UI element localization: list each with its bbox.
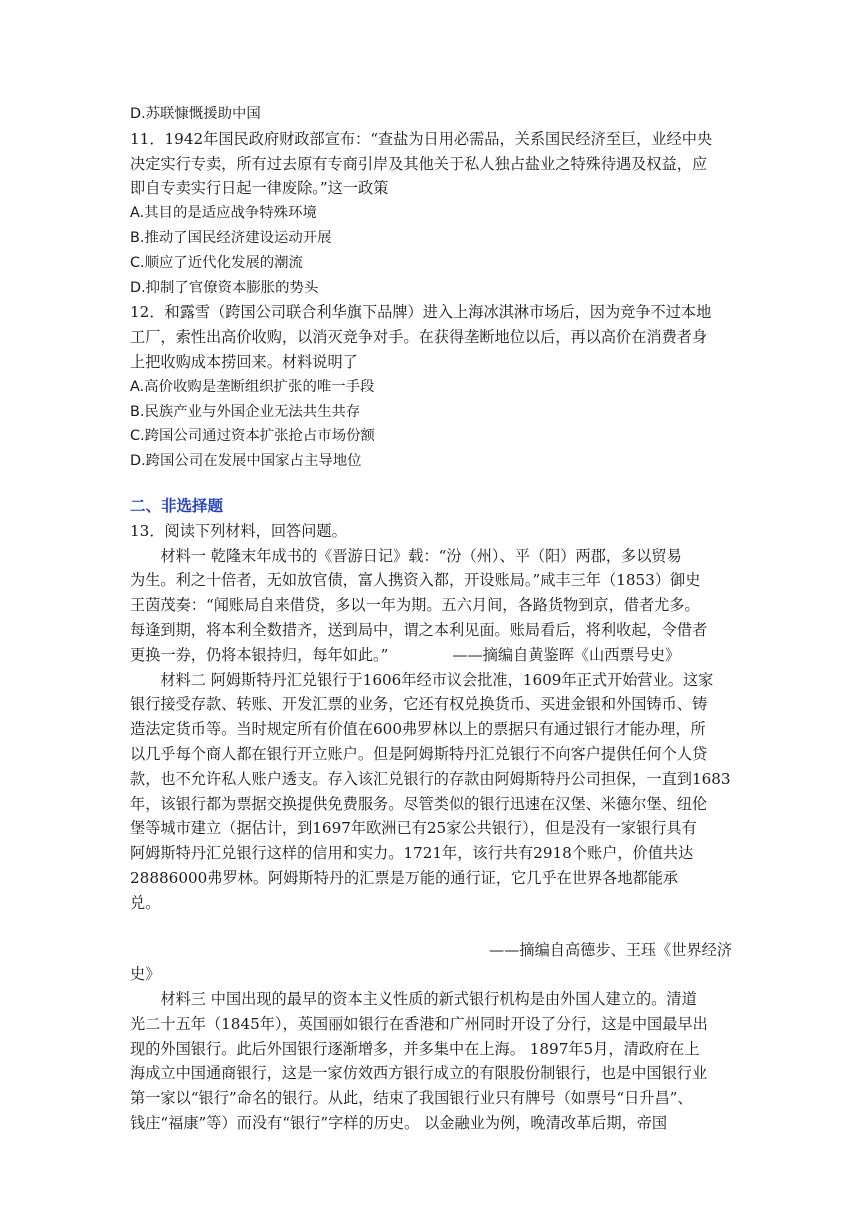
section-heading: 二、非选择题 [130, 496, 224, 515]
q13-material-2-source-cont: 史》 [130, 965, 161, 984]
q13-material-1-source: ——摘编自黄鉴晖《山西票号史》 [452, 645, 681, 664]
q12-option-d: D.跨国公司在发展中国家占主导地位 [130, 453, 362, 470]
document-page [130, 102, 732, 1136]
question-13 [130, 519, 732, 1136]
q13-material-2-source: ——摘编自高德步、王珏《世界经济 [489, 940, 732, 959]
q11-option-c: C.顺应了近代化发展的潮流 [130, 254, 303, 271]
question-12 [130, 300, 732, 474]
q13-material-1: 材料一 乾隆末年成书的《晋游日记》载：“汾（州）、平（阳）两郡，多以贸易 为生。利之十倍者，无如放官债，富人携资入都，开设账局。”咸丰三年（1853）御史 王茵茂奏：“闻账局自来借贷，多以一年为期。五六月间，各路货物到京，借者尤多。 每逢到期，将本利全数措齐，送到局中，谓之本利见面。账局看后，将利收起，令借者 更换一券，仍将本银持归，每年如此。” ——摘编自黄鉴晖《山西票号史》 [130, 546, 708, 664]
q13-stem: 13．阅读下列材料，回答问题。 [130, 521, 347, 540]
question-11 [130, 127, 732, 301]
q12-option-c: C.跨国公司通过资本扩张抢占市场份额 [130, 428, 375, 445]
q11-stem: 11．1942年国民政府财政部宣布：“查盐为日用必需品，关系国民经济至巨，业经中央 决定实行专卖，所有过去原有专商引岸及其他关于私人独占盐业之特殊待遇及权益，应 即自专卖实行日起一律废除。”这一政策 [130, 129, 713, 198]
q12-option-a: A.高价收购是垄断组织扩张的唯一手段 [130, 378, 375, 395]
q12-stem: 12．和露雪（跨国公司联合利华旗下品牌）进入上海冰淇淋市场后，因为竞争不过本地 工厂，索性出高价收购，以消灭竞争对手。在获得垄断地位以后，再以高价在消费者身 上把收购成本捞回来。材料说明了 [130, 303, 712, 371]
q12-option-b: B.民族产业与外国企业无法共生共存 [130, 403, 361, 420]
q10-option-d: D.苏联慷慨援助中国 [130, 106, 261, 122]
q11-option-d: D.抑制了官僚资本膨胀的势头 [130, 279, 319, 296]
q11-option-b: B.推动了国民经济建设运动开展 [130, 229, 332, 246]
q13-material-3: 材料三 中国出现的最早的资本主义性质的新式银行机构是由外国人建立的。清道 光二十五年（1845年），英国丽如银行在香港和广州同时开设了分行，这是中国最早出 现的外国银行。此后外国银行逐渐增多，并多集中在上海。 1897年5月，清政府在上 海成立中国通商银行，这是一家仿效西方银行成立的有限股份制银行，也是中国银行业 第一家以“银行”命名的银行。从此，结束了我国银行业只有牌号（如票号“日升昌”、 钱庄“福康”等）而没有“银行”字样的历史。 以金融业为例，晚清改革后期，帝国 [130, 990, 708, 1133]
q11-option-a: A.其目的是适应战争特殊环境 [130, 205, 317, 222]
q13-material-2: 材料二 阿姆斯特丹汇兑银行于1606年经市议会批准，1609年正式开始营业。这家 银行接受存款、转账、开发汇票的业务，它还有权兑换货币、买进金银和外国铸币、铸 造法定货币等。当时规定所有价值在600弗罗林以上的票据只有通过银行才能办理，所 以几乎每个商人都在银行开立账户。但是阿姆斯特丹汇兑银行不向客户提供任何个人贷 款，也不允许私人账户透支。存入该汇兑银行的存款由阿姆斯特丹公司担保，一直到1683 年，该银行都为票据交换提供免费服务。尽管类似的银行迅速在汉堡、米德尔堡、纽伦 堡等城市建立（据估计，到1697年欧洲已有25家公共银行），但是没有一家银行具有 阿姆斯特丹汇兑银行这样的信用和实力。1721年，该行共有2918个账户，价值共达 28886000弗罗林。阿姆斯特丹的汇票是万能的通行证，它几乎在世界各地都能承 兑。 [130, 670, 731, 912]
